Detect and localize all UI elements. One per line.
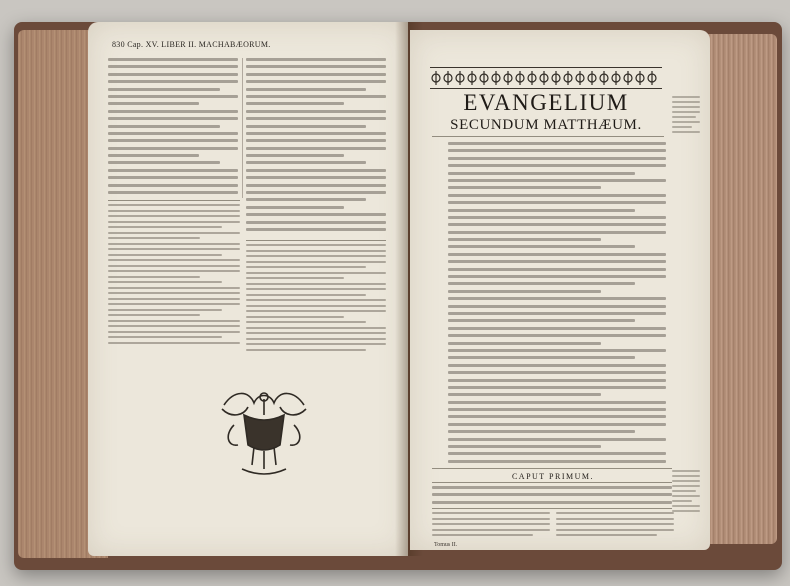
text-line bbox=[672, 111, 700, 113]
text-line bbox=[448, 371, 666, 374]
text-line bbox=[246, 198, 366, 201]
text-line bbox=[246, 184, 386, 187]
text-line bbox=[108, 102, 199, 105]
ornament-motif bbox=[636, 71, 644, 85]
text-line bbox=[108, 58, 238, 61]
text-line bbox=[448, 349, 666, 352]
chapter-summary-text bbox=[432, 486, 672, 506]
text-line bbox=[108, 73, 238, 76]
text-line bbox=[108, 221, 240, 223]
text-line bbox=[672, 475, 700, 477]
text-line bbox=[108, 287, 240, 289]
left-footnotes-2 bbox=[246, 244, 386, 354]
text-line bbox=[108, 243, 240, 245]
text-line bbox=[246, 154, 344, 157]
text-line bbox=[246, 88, 366, 91]
headpiece-ornament bbox=[430, 67, 662, 89]
text-line bbox=[448, 415, 666, 418]
text-line bbox=[246, 125, 366, 128]
text-line bbox=[246, 110, 386, 113]
text-line bbox=[246, 250, 386, 252]
text-line bbox=[556, 534, 657, 536]
text-line bbox=[448, 275, 666, 278]
text-line bbox=[246, 95, 386, 98]
text-line bbox=[246, 221, 386, 224]
text-line bbox=[246, 305, 386, 307]
text-line bbox=[672, 131, 700, 133]
text-line bbox=[108, 191, 238, 194]
text-line bbox=[246, 277, 344, 279]
text-line bbox=[108, 147, 238, 150]
text-line bbox=[246, 272, 386, 274]
text-line bbox=[246, 206, 344, 209]
text-line bbox=[246, 191, 386, 194]
text-line bbox=[672, 500, 692, 502]
text-line bbox=[672, 106, 700, 108]
text-line bbox=[246, 169, 386, 172]
text-line bbox=[246, 327, 386, 329]
text-line bbox=[108, 110, 238, 113]
text-line bbox=[432, 501, 672, 504]
text-line bbox=[108, 204, 240, 206]
text-line bbox=[448, 268, 666, 271]
text-line bbox=[246, 58, 386, 61]
text-line bbox=[448, 364, 666, 367]
text-line bbox=[246, 147, 386, 150]
text-line bbox=[448, 149, 666, 152]
text-line bbox=[448, 245, 635, 248]
text-line bbox=[246, 80, 386, 83]
text-line bbox=[448, 201, 666, 204]
ornament-motif bbox=[624, 71, 632, 85]
text-line bbox=[448, 342, 601, 345]
text-line bbox=[108, 154, 199, 157]
text-line bbox=[108, 215, 240, 217]
text-line bbox=[246, 288, 386, 290]
text-line bbox=[672, 490, 696, 492]
text-line bbox=[108, 254, 222, 256]
text-line bbox=[246, 244, 386, 246]
left-column-2-text bbox=[246, 58, 386, 238]
text-line bbox=[246, 266, 366, 268]
text-line bbox=[108, 139, 238, 142]
ornament-motif bbox=[528, 71, 536, 85]
page-footer: Tomus II. bbox=[434, 542, 458, 548]
text-line bbox=[108, 292, 240, 294]
text-line bbox=[448, 460, 666, 463]
text-line bbox=[108, 265, 240, 267]
ornament-motif bbox=[564, 71, 572, 85]
text-line bbox=[108, 281, 222, 283]
left-footnotes-1 bbox=[108, 204, 240, 354]
text-line bbox=[432, 493, 672, 496]
text-line bbox=[108, 320, 240, 322]
ornament-motif bbox=[516, 71, 524, 85]
text-line bbox=[246, 65, 386, 68]
text-line bbox=[448, 194, 666, 197]
text-line bbox=[672, 470, 700, 472]
text-line bbox=[246, 132, 386, 135]
text-line bbox=[672, 485, 700, 487]
text-line bbox=[448, 386, 666, 389]
left-running-head: 830 Cap. XV. LIBER II. MACHABÆORUM. bbox=[112, 40, 271, 49]
text-line bbox=[246, 349, 366, 351]
ornament-motif bbox=[612, 71, 620, 85]
text-line bbox=[448, 445, 601, 448]
text-line bbox=[246, 102, 344, 105]
margin-notes-bottom bbox=[672, 470, 700, 515]
text-line bbox=[432, 529, 550, 531]
text-line bbox=[432, 512, 550, 514]
text-line bbox=[672, 480, 700, 482]
text-line bbox=[672, 505, 700, 507]
text-line bbox=[448, 334, 666, 337]
text-line bbox=[448, 401, 666, 404]
ornament-motif bbox=[540, 71, 548, 85]
ornament-motif bbox=[648, 71, 656, 85]
text-line bbox=[108, 210, 240, 212]
text-line bbox=[556, 529, 674, 531]
text-line bbox=[108, 259, 240, 261]
footnote-rule-2 bbox=[246, 240, 386, 241]
text-line bbox=[108, 237, 200, 239]
text-line bbox=[246, 228, 386, 231]
text-line bbox=[108, 80, 238, 83]
text-line bbox=[246, 261, 386, 263]
text-line bbox=[108, 176, 238, 179]
column-rule bbox=[242, 58, 243, 198]
text-line bbox=[448, 223, 666, 226]
text-line bbox=[448, 164, 666, 167]
ornament-motif bbox=[600, 71, 608, 85]
text-line bbox=[246, 310, 386, 312]
chapter-rule-bottom bbox=[432, 482, 672, 483]
text-line bbox=[246, 255, 386, 257]
gospel-subtitle: SECUNDUM MATTHÆUM. bbox=[450, 117, 642, 133]
text-line bbox=[108, 270, 240, 272]
text-line bbox=[108, 248, 240, 250]
text-line bbox=[246, 321, 366, 323]
text-line bbox=[672, 510, 700, 512]
text-line bbox=[448, 379, 666, 382]
text-line bbox=[672, 495, 700, 497]
text-line bbox=[432, 518, 550, 520]
chapter-rule-top bbox=[432, 468, 672, 469]
text-line bbox=[108, 132, 238, 135]
text-line bbox=[448, 172, 635, 175]
text-line bbox=[448, 238, 601, 241]
text-line bbox=[108, 303, 240, 305]
text-line bbox=[448, 290, 601, 293]
text-line bbox=[108, 95, 238, 98]
text-line bbox=[108, 161, 220, 164]
text-line bbox=[448, 253, 666, 256]
text-line bbox=[556, 518, 674, 520]
text-line bbox=[108, 325, 240, 327]
text-line bbox=[448, 312, 666, 315]
ornament-motif bbox=[504, 71, 512, 85]
text-line bbox=[246, 213, 386, 216]
verse-column-1 bbox=[432, 512, 550, 540]
ornament-motif bbox=[444, 71, 452, 85]
text-line bbox=[432, 486, 672, 489]
text-line bbox=[448, 260, 666, 263]
text-line bbox=[246, 316, 344, 318]
text-line bbox=[448, 356, 635, 359]
text-line bbox=[108, 88, 220, 91]
text-line bbox=[448, 408, 666, 411]
text-line bbox=[108, 314, 200, 316]
text-line bbox=[108, 342, 240, 344]
text-line bbox=[432, 534, 533, 536]
footnote-rule bbox=[108, 200, 240, 201]
ornament-motif bbox=[588, 71, 596, 85]
text-line bbox=[448, 452, 666, 455]
text-line bbox=[672, 121, 700, 123]
title-rule bbox=[432, 136, 664, 137]
text-line bbox=[448, 297, 666, 300]
text-line bbox=[556, 523, 674, 525]
text-line bbox=[672, 96, 700, 98]
ornament-motif bbox=[492, 71, 500, 85]
text-line bbox=[672, 116, 696, 118]
text-line bbox=[448, 179, 666, 182]
fleuron-ornament bbox=[214, 385, 314, 481]
text-line bbox=[246, 338, 386, 340]
text-line bbox=[108, 298, 240, 300]
ornament-motif bbox=[468, 71, 476, 85]
right-page-edges bbox=[705, 34, 777, 544]
ornament-motif bbox=[576, 71, 584, 85]
ornament-motif bbox=[480, 71, 488, 85]
chapter-heading: CAPUT PRIMUM. bbox=[511, 472, 595, 481]
text-line bbox=[432, 523, 550, 525]
text-line bbox=[108, 125, 220, 128]
verse-column-2 bbox=[556, 512, 674, 540]
text-line bbox=[246, 294, 366, 296]
text-line bbox=[448, 142, 666, 145]
text-line bbox=[246, 283, 386, 285]
text-line bbox=[246, 332, 386, 334]
text-line bbox=[246, 161, 366, 164]
text-line bbox=[108, 117, 238, 120]
text-line bbox=[246, 139, 386, 142]
text-line bbox=[448, 305, 666, 308]
text-line bbox=[448, 327, 666, 330]
text-line bbox=[448, 186, 601, 189]
verse-rule bbox=[432, 508, 672, 509]
text-line bbox=[448, 393, 601, 396]
text-line bbox=[448, 157, 666, 160]
text-line bbox=[108, 276, 200, 278]
text-line bbox=[448, 438, 666, 441]
ornament-motif bbox=[552, 71, 560, 85]
text-line bbox=[246, 343, 386, 345]
ornament-motif bbox=[432, 71, 440, 85]
text-line bbox=[448, 209, 635, 212]
text-line bbox=[246, 176, 386, 179]
text-line bbox=[246, 117, 386, 120]
text-line bbox=[108, 65, 238, 68]
text-line bbox=[556, 512, 674, 514]
text-line bbox=[448, 423, 666, 426]
text-line bbox=[672, 101, 700, 103]
preface-text bbox=[448, 142, 666, 470]
text-line bbox=[448, 216, 666, 219]
text-line bbox=[448, 231, 666, 234]
text-line bbox=[108, 232, 240, 234]
text-line bbox=[108, 309, 222, 311]
text-line bbox=[448, 430, 635, 433]
ornament-motif bbox=[456, 71, 464, 85]
text-line bbox=[448, 319, 635, 322]
text-line bbox=[108, 331, 240, 333]
text-line bbox=[448, 282, 635, 285]
text-line bbox=[246, 299, 386, 301]
text-line bbox=[108, 226, 222, 228]
gospel-title: EVANGELIUM bbox=[463, 90, 629, 115]
text-line bbox=[108, 184, 238, 187]
left-column-1-text bbox=[108, 58, 238, 198]
text-line bbox=[246, 73, 386, 76]
margin-notes-top bbox=[672, 96, 700, 136]
text-line bbox=[672, 126, 692, 128]
text-line bbox=[108, 169, 238, 172]
text-line bbox=[108, 336, 222, 338]
